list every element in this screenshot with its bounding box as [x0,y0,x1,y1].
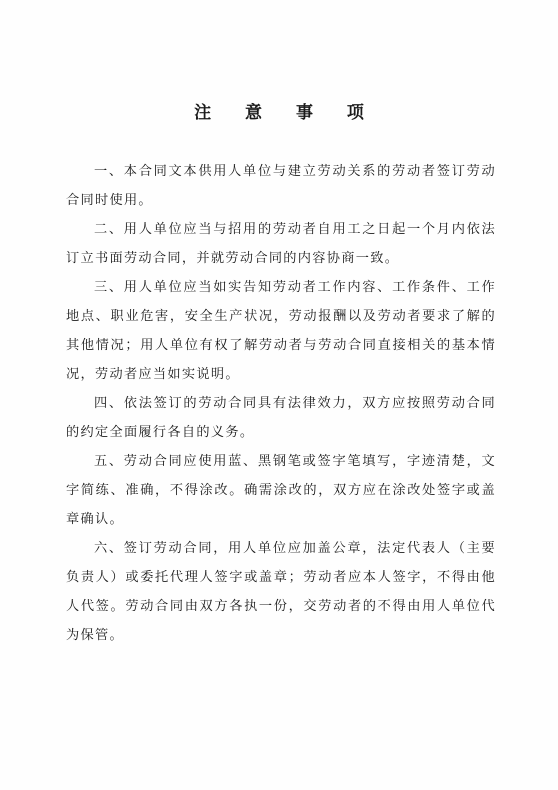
notice-item-3: 三、用人单位应当如实告知劳动者工作内容、工作条件、工作地点、职业危害，安全生产状况，劳动报酬以及劳动者要求了解的其他情况；用人单位有权了解劳动者与劳动合同直接相关的基本情况，劳动者应当如实说明。 [66,280,496,382]
page-title: 注 意 事 项 [194,103,378,123]
notice-item-2: 二、用人单位应当与招用的劳动者自用工之日起一个月内依法订立书面劳动合同，并就劳动合同的内容协商一致。 [66,222,496,266]
notice-item-4: 四、依法签订的劳动合同具有法律效力，双方应按照劳动合同的约定全面履行各自的义务。 [66,396,496,440]
notice-body [66,157,496,650]
notice-item-1: 一、本合同文本供用人单位与建立劳动关系的劳动者签订劳动合同时使用。 [66,164,496,208]
notice-item-6: 六、签订劳动合同，用人单位应加盖公章，法定代表人（主要负责人）或委托代理人签字或盖章；劳动者应本人签字，不得由他人代签。劳动合同由双方各执一份，交劳动者的不得由用人单位代为保管。 [66,541,496,643]
notice-item-5: 五、劳动合同应使用蓝、黑钢笔或签字笔填写，字迹清楚，文字简练、准确，不得涂改。确需涂改的，双方应在涂改处签字或盖章确认。 [66,454,496,527]
